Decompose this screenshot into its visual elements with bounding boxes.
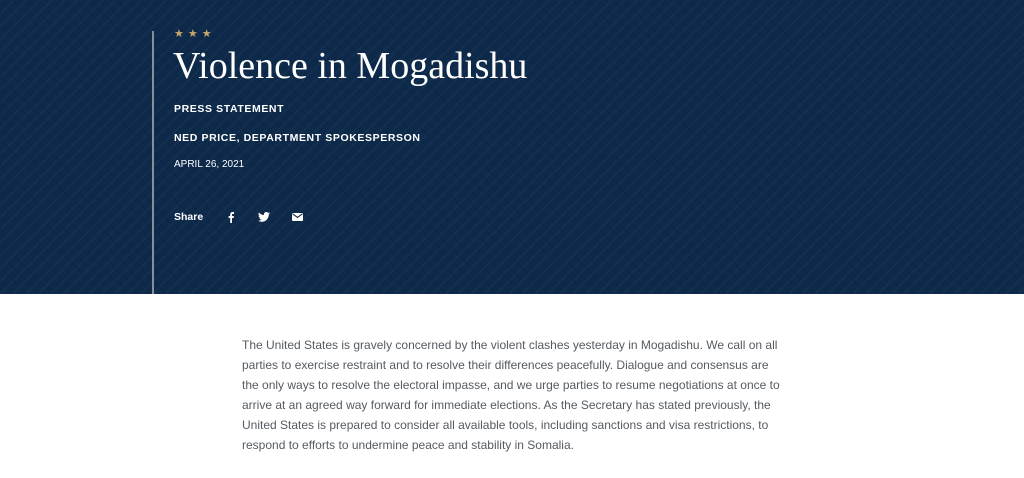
statement-type: PRESS STATEMENT bbox=[174, 103, 285, 115]
statement-body: The United States is gravely concerned by the violent clashes yesterday in Mogadishu. We call on all parties to exercise restraint and to resolve their differences peacefully. Dialogue and consensus are the only ways to resolve the electoral impasse, and we urge parties to resume negotiations at once to arrive at an agreed way forward for immediate elections. As the Secretary has stated previously, the United States is prepared to consider all available tools, including sanctions and visa restrictions, to respond to efforts to undermine peace and stability in Somalia. bbox=[242, 338, 780, 452]
share-label: Share bbox=[174, 211, 204, 223]
email-share-button[interactable] bbox=[290, 210, 304, 224]
twitter-share-button[interactable] bbox=[257, 210, 271, 224]
twitter-icon bbox=[258, 212, 270, 222]
facebook-share-button[interactable] bbox=[224, 210, 238, 224]
share-bar bbox=[174, 209, 323, 225]
facebook-icon bbox=[228, 212, 234, 223]
stars-decoration: ★★★ bbox=[174, 28, 216, 40]
publish-date: APRIL 26, 2021 bbox=[174, 159, 245, 170]
vertical-divider bbox=[152, 31, 154, 294]
author-byline: NED PRICE, DEPARTMENT SPOKESPERSON bbox=[174, 132, 421, 144]
page-title: Violence in Mogadishu bbox=[173, 45, 528, 87]
email-icon bbox=[292, 213, 303, 221]
